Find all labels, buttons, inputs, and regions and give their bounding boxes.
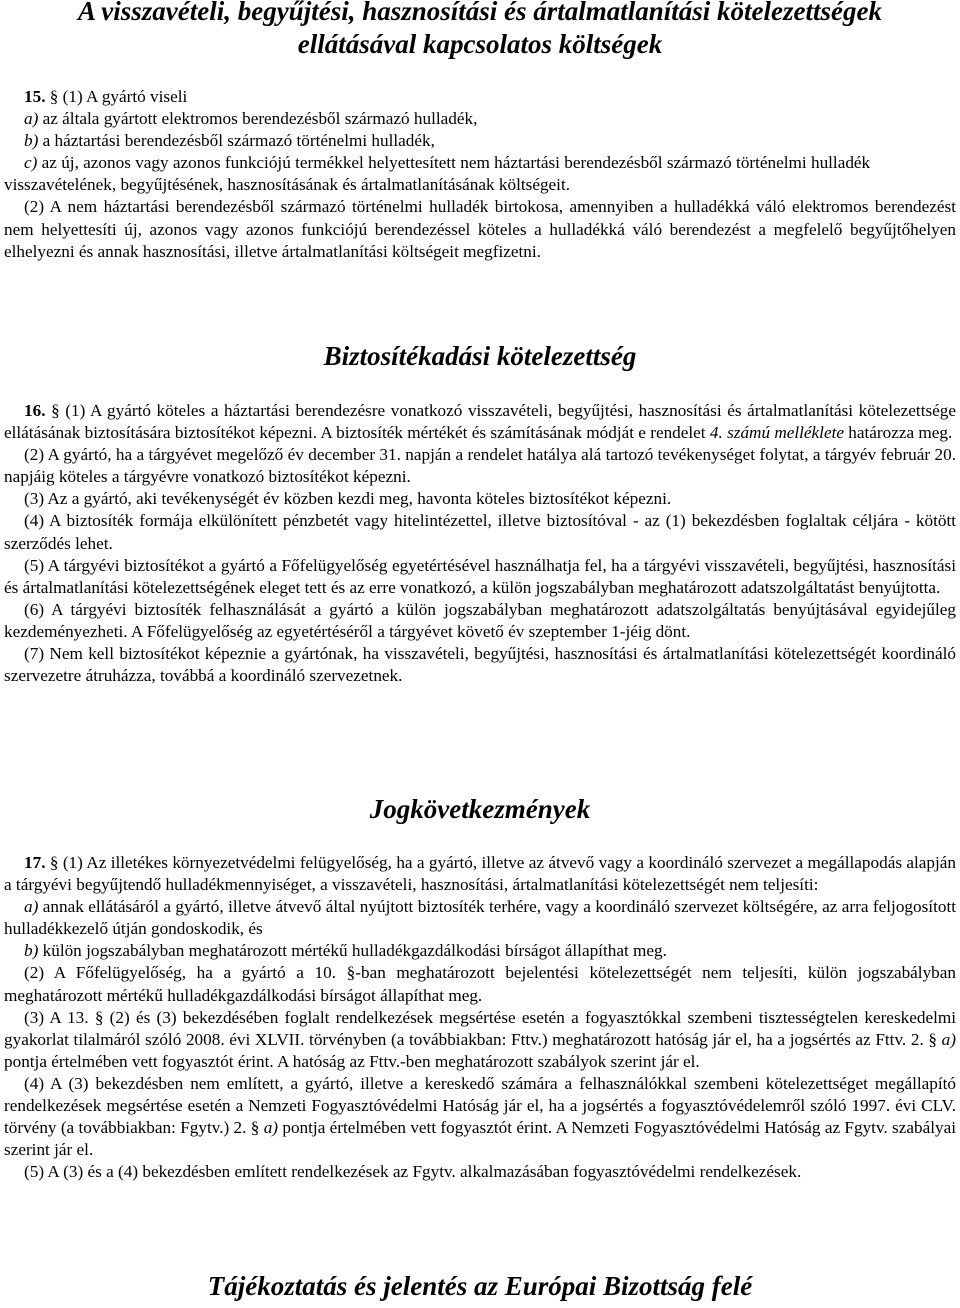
paragraph-16-7: (7) Nem kell biztosítékot képeznie a gyártónak, ha visszavételi, begyűjtési, hasznosítási és ártalmatlanítási kötelezettségét koordináló szervezetre átruházza, továbbá a koordináló szervezetnek. xyxy=(4,644,956,686)
list-item-c xyxy=(4,152,956,174)
list-label: c) xyxy=(24,153,38,173)
paragraph-17-5: (5) A (3) és a (4) bekezdésben említett rendelkezések az Fgytv. alkalmazásában fogyasztóvédelmi rendelkezések. xyxy=(24,1162,802,1182)
paragraph-text: (3) A 13. § (2) és (3) bekezdésében foglalt rendelkezések megsértése esetén a fogyasztókkal szembeni tisztességtelen kereskedelmi gyakorlat tilalmáról szóló 2008. évi XLVII. törvényben (a továbbiakban: Fttv.) meghatározott hatóság jár el, ha a jogsértés az Fttv. 2. § xyxy=(4,1007,956,1049)
list-text: annak ellátásáról a gyártó, illetve átvevő által nyújtott biztosíték terhére, vagy a koordináló szervezet költségére, az arra feljogosított hulladékkezelő útján gondoskodik, és xyxy=(4,897,956,939)
paragraph-17-1 xyxy=(4,852,956,896)
heading-line-2: ellátásával kapcsolatos költségek xyxy=(297,29,663,59)
list-label: a) xyxy=(24,897,39,917)
list-label: b) xyxy=(24,941,39,961)
paragraph-text: (1) A gyártó köteles a háztartási berendezésre vonatkozó visszavételi, begyűjtési, hasznosítási és ártalmatlanítási kötelezettsége ellátásának biztosítására biztosítékot képezni. A biztosíték mértékét és számításának módját e rendelet xyxy=(4,401,957,443)
paragraph-16-6: (6) A tárgyévi biztosíték felhasználását a gyártó a külön jogszabályban meghatározott adatszolgáltatás benyújtásával egyidejűleg kezdeményezheti. A Főfelügyelőség az egyetértéséről a tárgyévet követő év szeptember 1-jéig dönt. xyxy=(4,599,956,641)
paragraph-15-close: visszavételének, begyűjtésének, hasznosításának és ártalmatlanításának költségeit. xyxy=(4,175,571,195)
paragraph-16-1 xyxy=(4,400,956,444)
paragraph-16-4: (4) A biztosíték formája elkülönített pénzbetét vagy hitelintézettel, illetve biztosítóval - az (1) bekezdésben foglaltak céljára - kötött szerződés lehet. xyxy=(4,511,956,553)
section-16 xyxy=(4,400,956,687)
annex-reference: 4. számú melléklete xyxy=(709,423,844,443)
paragraph-16-2: (2) A gyártó, ha a tárgyévet megelőző év december 31. napján a rendelet hatálya alá tartozó tevékenységet folytat, a tárgyév február 20. napjáig köteles a tárgyévre vonatkozó biztosítékot képezni. xyxy=(4,445,956,487)
paragraph-17-3 xyxy=(4,1007,956,1073)
list-text: az új, azonos vagy azonos funkciójú termékkel helyettesített nem háztartási berendezésből származó történelmi hulladék xyxy=(41,153,871,173)
section-number: 17. xyxy=(24,853,46,872)
paragraph-text: (1) Az illetékes környezetvédelmi felügyelőség, ha a gyártó, illetve az átvevő vagy a koordináló szervezet a megállapodás alapján a tárgyévi begyűjtendő hulladékmennyiséget, a visszavételi, hasznosítási, ártalmatlanítási kötelezettségét nem teljesíti: xyxy=(4,853,957,895)
section-number: 15. xyxy=(24,87,46,106)
paragraph-15-1 xyxy=(4,86,956,108)
section-heading-consequences: Jogkövetkezmények xyxy=(369,794,591,824)
paragraph-text: határozza meg. xyxy=(844,423,953,443)
section-heading-costs xyxy=(10,0,950,61)
section-15 xyxy=(4,86,956,263)
section-heading-reporting: Tájékoztatás és jelentés az Európai Bizottság felé xyxy=(207,1271,753,1301)
list-item-b xyxy=(4,940,956,962)
list-item-a xyxy=(4,108,956,130)
paragraph-text: (4) A (3) bekezdésben nem említett, a gyártó, illetve a kereskedő számára a felhasználókkal szembeni kötelezettséget megállapító rendelkezések megsértése esetén a Nemzeti Fogyasztóvédelmi Hatóság jár el, ha a jogsértés a fogyasztóvédelemről szóló 1997. évi CLV. törvény (a továbbiakban: Fgytv.) 2. § xyxy=(4,1073,956,1138)
section-sign: § xyxy=(51,401,60,420)
paragraph-text: pontja értelmében vett fogyasztót érint. A Nemzeti Fogyasztóvédelmi Hatóság az Fgytv. szabályai szerint jár el. xyxy=(4,1118,956,1160)
point-reference: a) xyxy=(263,1118,279,1138)
section-number: 16. xyxy=(24,401,46,420)
list-text: az általa gyártott elektromos berendezésből származó hulladék, xyxy=(42,109,478,129)
section-heading-guarantee: Biztosítékadási kötelezettség xyxy=(323,341,637,371)
paragraph-17-4 xyxy=(4,1073,956,1161)
section-17 xyxy=(4,852,956,1183)
list-text: külön jogszabályban meghatározott mértékű hulladékgazdálkodási bírságot állapíthat meg. xyxy=(42,941,667,961)
list-item-b xyxy=(4,130,956,152)
section-sign: § xyxy=(49,853,59,872)
paragraph-16-3: (3) Az a gyártó, aki tevékenységét év közben kezdi meg, havonta köteles biztosítékot képezni. xyxy=(24,489,672,509)
list-item-a xyxy=(4,896,956,940)
list-label: a) xyxy=(24,109,39,129)
section-sign: § xyxy=(49,87,59,106)
paragraph-16-5: (5) A tárgyévi biztosítékot a gyártó a Főfelügyelőség egyetértésével használhatja fel, ha a tárgyévi visszavételi, begyűjtési, hasznosítási és ártalmatlanítási kötelezettségének eleget tett és az erre vonatkozó, a külön jogszabályban meghatározott adatszolgáltatást benyújtotta. xyxy=(4,555,956,597)
paragraph-17-2: (2) A Főfelügyelőség, ha a gyártó a 10. §-ban meghatározott bejelentési kötelezettségét nem teljesíti, külön jogszabályban meghatározott mértékű hulladékgazdálkodási bírságot állapíthat meg. xyxy=(4,963,956,1005)
point-reference: a) xyxy=(941,1029,956,1049)
paragraph-text: pontja értelmében vett fogyasztót érint. A hatóság az Fttv.-ben meghatározott szabályok szerint jár el. xyxy=(4,1051,700,1071)
list-text: a háztartási berendezésből származó történelmi hulladék, xyxy=(42,131,435,151)
paragraph-text: (1) A gyártó viseli xyxy=(62,87,188,106)
paragraph-15-2: (2) A nem háztartási berendezésből származó történelmi hulladék birtokosa, amennyiben a hulladékká váló elektromos berendezést nem helyettesíti új, azonos vagy azonos funkciójú berendezéssel köteles a hulladékká váló berendezést a megfelelő begyűjtőhelyen elhelyezni és annak hasznosítási, illetve ártalmatlanítási költségeit megfizetni. xyxy=(4,197,956,261)
list-label: b) xyxy=(24,131,39,151)
heading-line-1: A visszavételi, begyűjtési, hasznosítási és ártalmatlanítási kötelezettségek xyxy=(77,0,882,26)
